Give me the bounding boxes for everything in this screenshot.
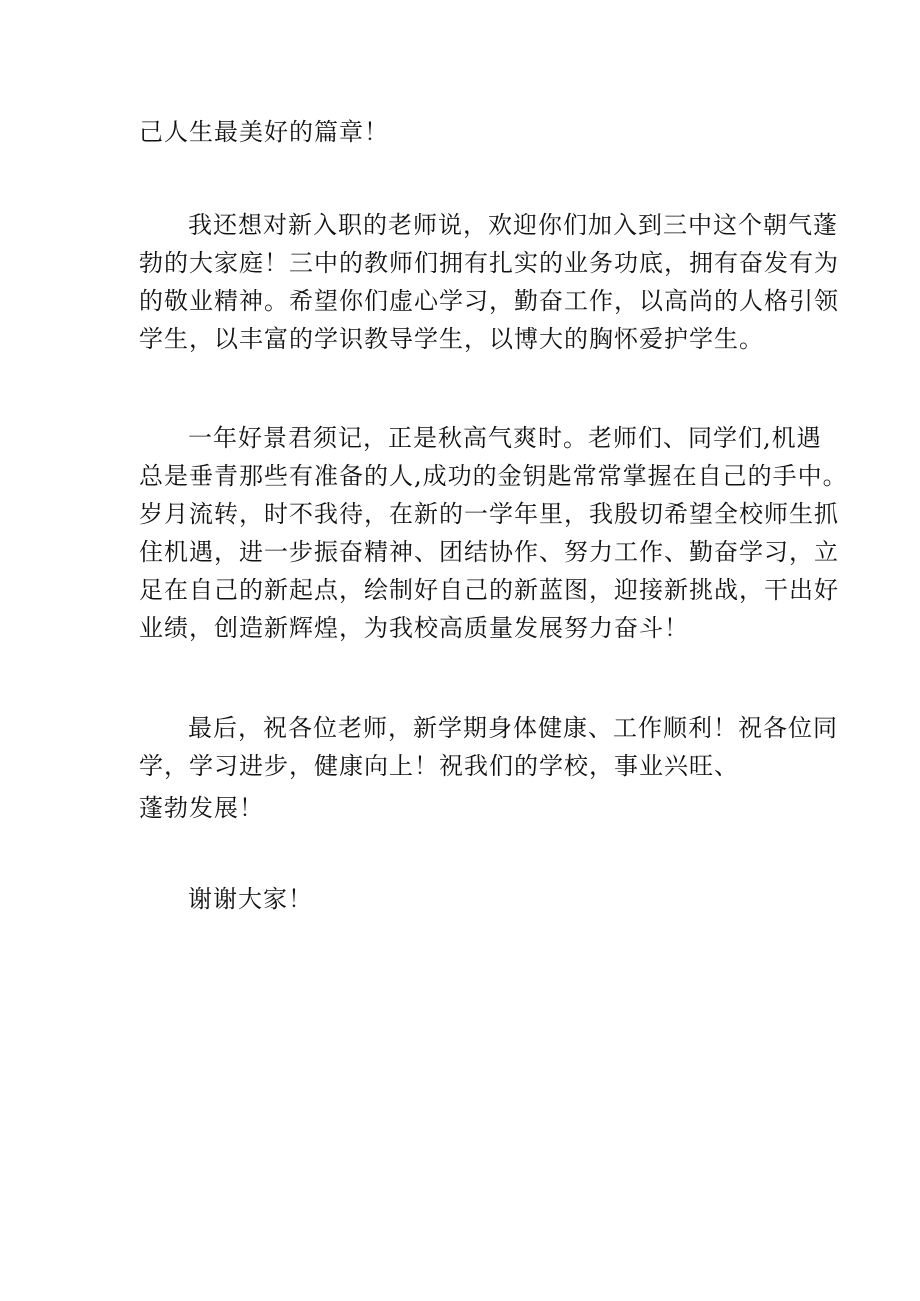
text-line: 己人生最美好的篇章！ — [139, 118, 389, 146]
text-line: 我还想对新入职的老师说，欢迎你们加入到三中这个朝气蓬 — [188, 211, 838, 239]
text-line: 总是垂青那些有准备的人,成功的金钥匙常常掌握在自己的手中。 — [139, 462, 848, 490]
text-line: 一年好景君须记，正是秋高气爽时。老师们、同学们,机遇 — [188, 424, 822, 452]
text-line: 谢谢大家！ — [188, 885, 313, 913]
text-line: 学，学习进步，健康向上！祝我们的学校，事业兴旺、 — [139, 752, 739, 780]
text-line: 住机遇，进一步振奋精神、团结协作、努力工作、勤奋学习，立 — [139, 538, 839, 566]
text-line: 的敬业精神。希望你们虚心学习，勤奋工作，以高尚的人格引领 — [139, 287, 839, 315]
text-line: 勃的大家庭！三中的教师们拥有扎实的业务功底，拥有奋发有为 — [139, 249, 839, 277]
text-line: 最后，祝各位老师，新学期身体健康、工作顺利！祝各位同 — [188, 714, 838, 742]
text-line: 学生，以丰富的学识教导学生，以博大的胸怀爱护学生。 — [139, 325, 764, 353]
text-line: 足在自己的新起点，绘制好自己的新蓝图，迎接新挑战，干出好 — [139, 576, 839, 604]
text-line: 岁月流转，时不我待，在新的一学年里，我殷切希望全校师生抓 — [139, 500, 839, 528]
text-line: 蓬勃发展！ — [139, 794, 264, 822]
text-line: 业绩，创造新辉煌，为我校高质量发展努力奋斗！ — [139, 614, 689, 642]
